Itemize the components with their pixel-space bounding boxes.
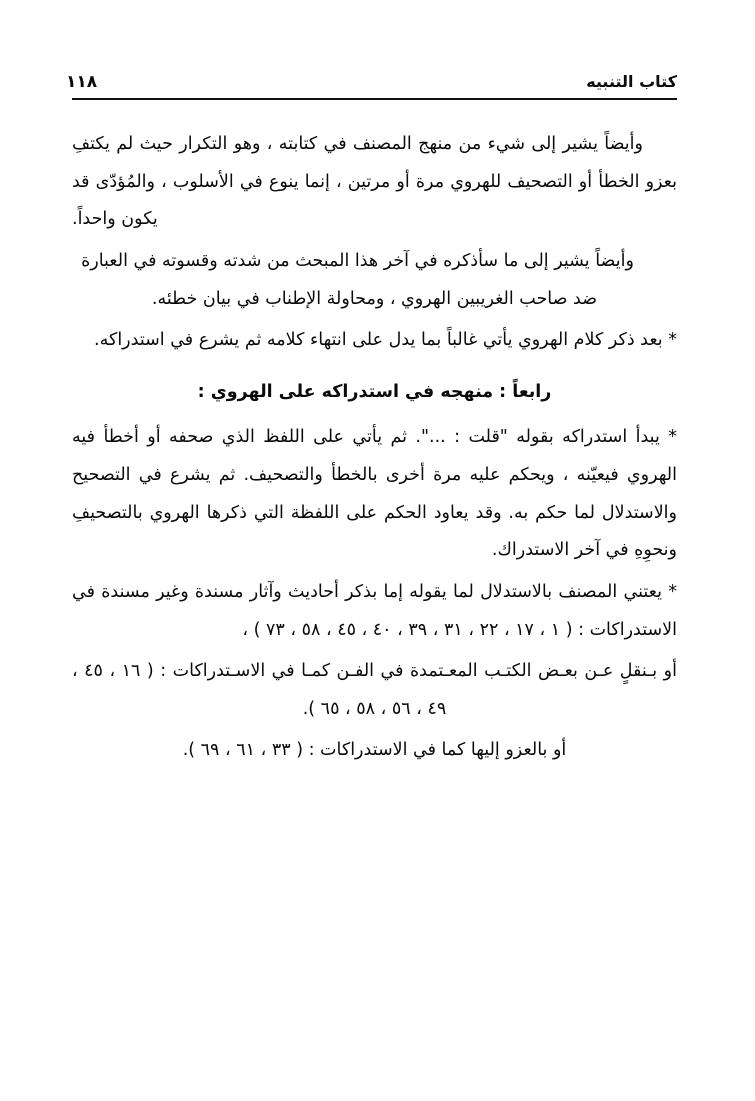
book-title: كتاب التنبيه — [586, 72, 677, 91]
page-number: ١١٨ — [66, 72, 98, 92]
paragraph-4: * يبدأ استدراكه بقوله "قلت : ...". ثم يأتي على اللفظ الذي صحفه أو أخطأ فيه الهروي فيعيّنه ، ويحكم عليه مرة أخرى بالخطأ والتصحيف. ثم يشرع في التصحيح والاستدلال لما حكم به. وقد يعاود الحكم على اللفظة التي ذكرها الهروي بالتصحيفِ ونحوِهِ في آخر الاستدراك. — [72, 427, 677, 561]
header-divider — [72, 98, 677, 100]
page-content — [72, 126, 677, 770]
paragraph-6: أو بـنقلٍ عـن بعـض الكتـب المعـتمدة في الفـن كمـا في الاسـتدراكات : ( ١٦ ، ٤٥ ، ٤٩ ، ٥٦ ، ٥٨ ، ٦٥ ). — [72, 661, 677, 719]
page-header — [66, 72, 677, 92]
paragraph-5: * يعتني المصنف بالاستدلال لما يقوله إما بذكر أحاديث وآثار مسندة وغير مسندة في الاستدراكات : ( ١ ، ١٧ ، ٢٢ ، ٣١ ، ٣٩ ، ٤٠ ، ٤٥ ، ٥٨ ، ٧٣ ) ، — [72, 581, 677, 640]
section-subheading: رابعاً : منهجه في استدراكه على الهروي : — [197, 381, 552, 402]
paragraph-1: وأيضاً يشير إلى شيء من منهج المصنف في كتابته ، وهو التكرار حيث لم يكتفِ بعزو الخطأ أو التصحيف للهروي مرة أو مرتين ، إنما ينوع في الأسلوب ، والمُؤدّى قد يكون واحداً. — [72, 134, 677, 230]
paragraph-3: * بعد ذكر كلام الهروي يأتي غالباً بما يدل على انتهاء كلامه ثم يشرع في استدراكه. — [94, 330, 677, 351]
paragraph-2: وأيضاً يشير إلى ما سأذكره في آخر هذا المبحث من شدته وقسوته في العبارة ضد صاحب الغريبين الهروي ، ومحاولة الإطناب في بيان خطئه. — [81, 250, 634, 309]
paragraph-7: أو بالعزو إليها كما في الاستدراكات : ( ٣٣ ، ٦١ ، ٦٩ ). — [182, 740, 567, 761]
